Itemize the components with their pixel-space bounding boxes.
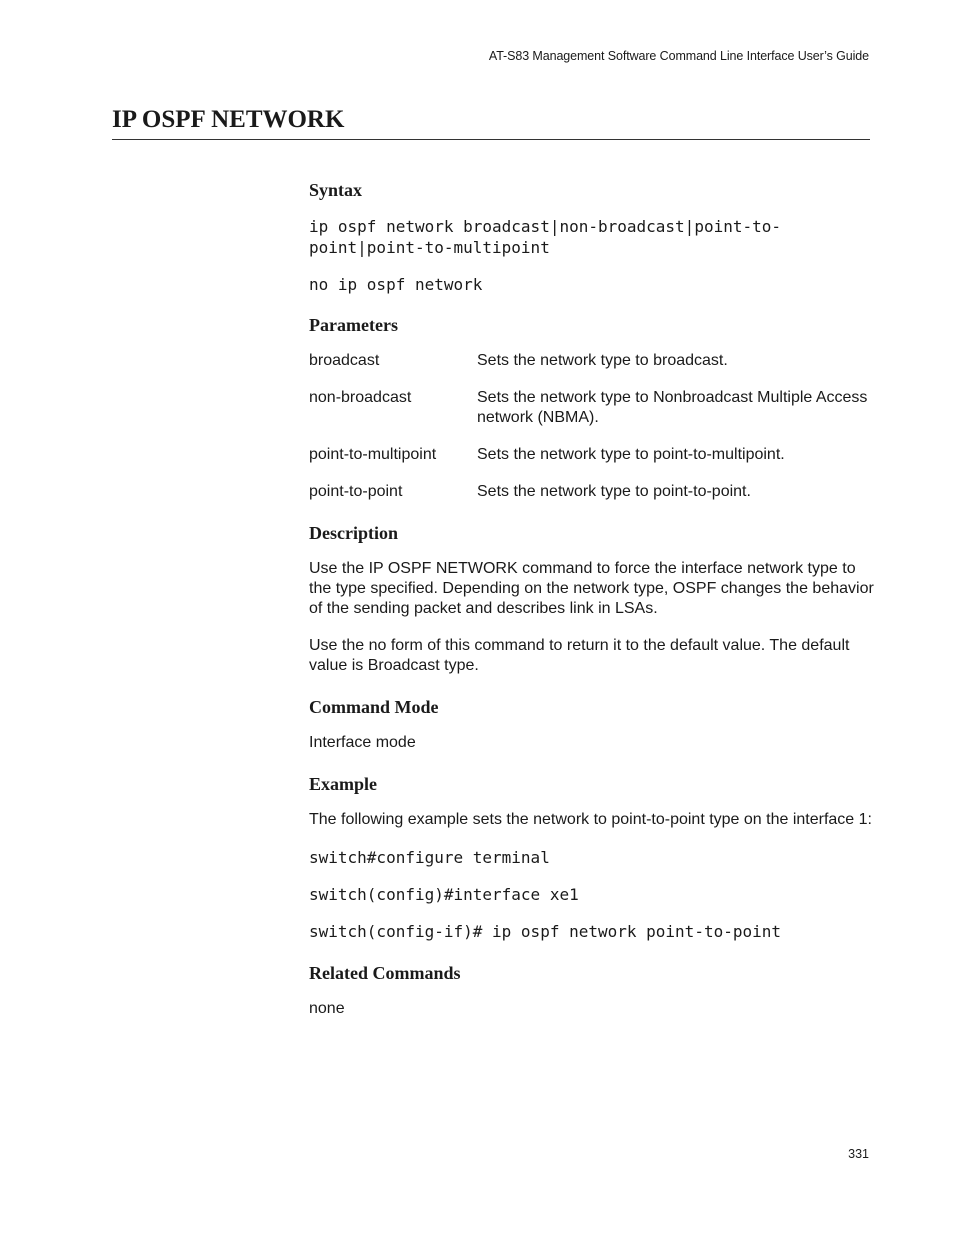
main-content [309, 180, 874, 1036]
command-mode-section [309, 697, 874, 753]
parameter-row [309, 351, 874, 371]
parameter-description: Sets the network type to point-to-point. [477, 483, 751, 500]
example-heading: Example [309, 774, 378, 794]
syntax-heading: Syntax [309, 180, 363, 200]
parameter-name: point-to-multipoint [309, 446, 437, 463]
example-intro: The following example sets the network to point-to-point type on the interface 1: [309, 811, 872, 828]
related-commands-section [309, 963, 874, 1019]
syntax-line: no ip ospf network [309, 275, 483, 294]
page-number: 331 [848, 1147, 869, 1161]
parameter-name: point-to-point [309, 483, 403, 500]
description-paragraph: Use the IP OSPF NETWORK command to force the interface network type to the type specified. Depending on the network type, OSPF changes the behavior of the sending packet and describes link in LSAs. [309, 560, 874, 617]
example-code-line: switch#configure terminal [309, 848, 550, 867]
parameter-description: Sets the network type to point-to-multipoint. [477, 446, 785, 463]
related-commands-text: none [309, 1000, 345, 1017]
title-divider [112, 139, 870, 140]
parameter-description: Sets the network type to broadcast. [477, 352, 728, 369]
parameters-heading: Parameters [309, 315, 398, 335]
description-heading: Description [309, 523, 398, 543]
description-paragraph: Use the no form of this command to return it to the default value. The default value is Broadcast type. [309, 637, 850, 674]
parameter-row [309, 482, 874, 502]
example-section [309, 774, 874, 942]
example-code-line: switch(config-if)# ip ospf network point-to-point [309, 922, 782, 941]
parameter-row [309, 388, 874, 428]
example-code-line: switch(config)#interface xe1 [309, 885, 579, 904]
parameter-row [309, 445, 874, 465]
running-header: AT-S83 Management Software Command Line Interface User’s Guide [488, 49, 869, 63]
syntax-section [309, 180, 874, 295]
parameter-description: Sets the network type to Nonbroadcast Multiple Access network (NBMA). [477, 389, 868, 426]
page-title: IP OSPF NETWORK [112, 106, 345, 133]
command-mode-heading: Command Mode [309, 697, 439, 717]
parameters-section [309, 315, 874, 502]
parameter-name: non-broadcast [309, 389, 412, 406]
parameter-name: broadcast [309, 352, 380, 369]
command-mode-text: Interface mode [309, 734, 416, 751]
description-section [309, 523, 874, 676]
related-commands-heading: Related Commands [309, 963, 461, 983]
syntax-line: ip ospf network broadcast|non-broadcast|point-to-point|point-to-multipoint [309, 217, 782, 257]
